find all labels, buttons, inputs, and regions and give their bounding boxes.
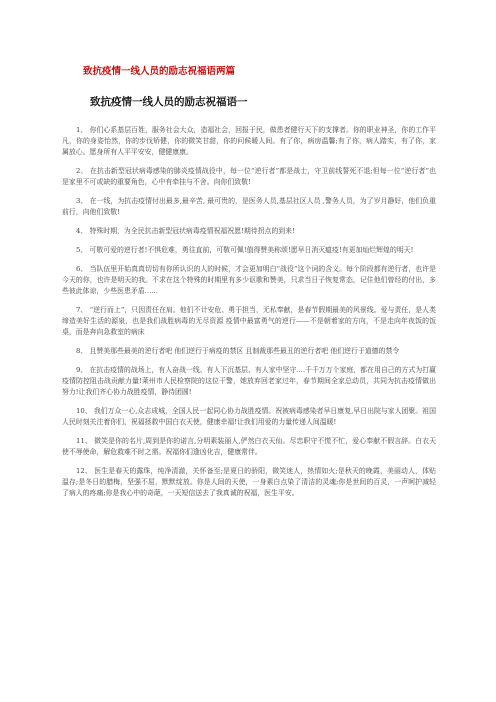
paragraph-8: 8、 且赞美那些最美的逆行者吧 他们逆行于病疫的禁区 且制裁那些最丑的逆行者吧 他们逆行于道德的禁令	[76, 347, 400, 355]
paragraph-6: 6、 当队伍里开始真真切切有你所认识的人的时候，才会更加明白“战役”这个词的含义。每个阶段都有逆行者，也许是今天的你，也许是明天的我。不求在这个特殊的时期里有多少讴歌和赞美，只求当日子恢复常态，记住他们曾经的付出，多些彼此体谅，少些医患矛盾......	[62, 265, 436, 295]
section-heading: 致抗疫情一线人员的励志祝福语一	[90, 96, 248, 108]
document-body	[62, 125, 436, 507]
paragraph-7: 7、 “逆行而上”，只因责任在肩。他们不计安危、勇于担当，无私奉献，是春节假期最美的风景线。爱与责任，是人类缔造美好生活的源泉，也是我们战胜病毒的无尽资源 疫情中最富勇气的逆行——不是朝着家的方向，不是走向年夜饭的饭桌，而是奔向急救室的病床	[62, 306, 436, 336]
paragraph-12: 12、 医生是春天的露珠，纯净清澈，关怀备至;是夏日的骄阳，微笑迷人，热情如火;是秋天的晚霞，美丽动人，体贴温存;是冬日的腊梅，坚强不屈，默默绽放。你是人间的天使，一身素白点染了清洁的灵魂;你是世间的百灵，一声呵护减轻了病人的疼痛;你是我心中的奇葩，一天短信送去了我真诚的祝福，医生平安。	[62, 467, 436, 497]
paragraph-1: 1、 你们心系基层百姓，服务社会大众，造福社会，回报于民，做患者健行天下的支撑者。你的职业神圣，你的工作平凡，你的身姿怡然，你的步伐矫健，你的微笑甘甜，你的问候暖人间。有了你，病房温馨;有了你，病人踏实，有了你，家属放心。愿身所有人平平安安，健健康康。	[62, 126, 436, 156]
document-title: 致抗疫情一线人员的励志祝福语两篇	[83, 66, 236, 77]
paragraph-10: 10、 我们万众一心,众志成城，全国人民一起同心协力战胜疫情。祝被病毒感染者早日康复,早日出院与家人团聚。祖国人民时刻关注着你们，祝福拯救中国白衣天使，健康幸福!让我们用爱的力量传递人间温暖!	[62, 407, 436, 426]
paragraph-5: 5、 可敬可爱的逆行者!不惧危难，勇往直前，可敬可佩!值得赞美称颂!愿早日消灭瘟疫!有更加灿烂辉煌的明天!	[76, 246, 414, 254]
paragraph-3: 3、 在一线，为抗击疫情付出最多,最辛苦, 最可贵的，是医务人员,基层社区人员 ,警务人员，为了岁月静好，他们负重前行，向他们致敬!	[62, 197, 436, 216]
paragraph-4: 4、 特殊时期，为全民抗击新型冠状病毒疫情祝福祝愿!期待拐点的到来!	[76, 227, 295, 235]
paragraph-2: 2、 在抗击新型冠状病毒感染的肺炎疫情战役中，每一位“逆行者”都是战士，守卫前线誓死不退;但每一位“逆行者”也是家里不可或缺的重要角色，心中有牵挂与不舍。向你们致敬!	[62, 167, 436, 186]
paragraph-9: 9、 在抗击疫情的战场上，有人奋战一线、有人下沉基层、有人家中坚守....千千万万个家庭，都在用自己的方式为打赢疫情防控阻击战贡献力量!莱州市人民检察院的这位干警，她放弃回老家过年，春节期间全家总动员，共同为抗击疫情做出努力!让我们齐心协力战胜疫情，静待团圆!	[62, 366, 436, 396]
paragraph-11: 11、 微笑是你的名片,周到是你的诺言,分明素装丽人,俨然白衣天仙。尽忠职守不慌不忙，爱心奉献不假言辞。白衣天使不辱使命，解危救难不时之需。祝福你们逢凶化吉，健康常伴。	[62, 437, 436, 456]
